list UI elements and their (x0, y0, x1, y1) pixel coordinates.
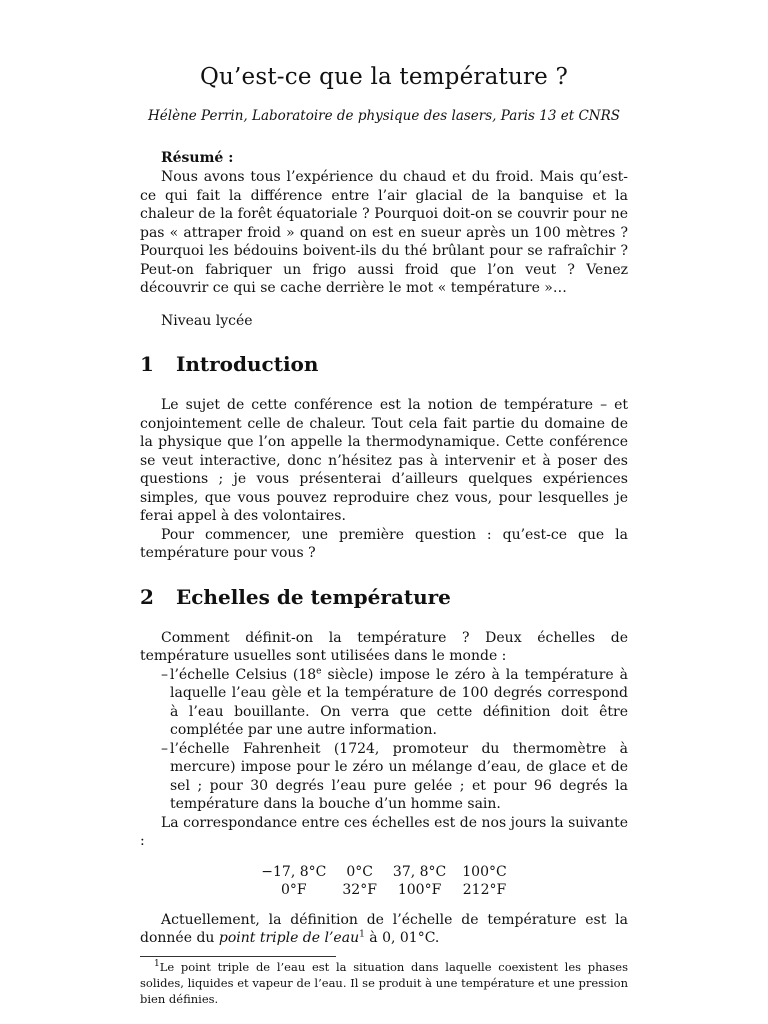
dash-bullet: – (161, 666, 168, 683)
footnote-mark: 1 (359, 929, 365, 940)
body-paragraph: Pour commencer, une première question : qu’est-ce que la température pour vous ? (140, 526, 628, 561)
section-number: 1 (140, 352, 154, 376)
table-cell: 100°F (397, 881, 442, 898)
footnote-text: Le point triple de l’eau est la situation dans laquelle coexistent les phases solides, liquides et vapeur de l’eau. Il se produit à une température et une pression bien définies. (140, 959, 628, 1006)
level-note: Niveau lycée (161, 312, 253, 329)
table-cell: 0°F (281, 881, 307, 898)
section-heading-2 (140, 585, 628, 609)
table-cell: 37, 8°C (392, 863, 447, 880)
section-title: Echelles de température (176, 584, 451, 609)
body-paragraph: Le sujet de cette conférence est la notion de température – et conjointement celle de chaleur. Tout cela fait partie du domaine de la physique que l’on appelle la thermodynamique. Cette conférence se veut interactive, donc n’hésitez pas à intervenir et à poser des questions ; je vous présenterai d’ailleurs quelques expériences simples, que vous pouvez reproduire chez vous, pour lesquelles je ferai appel à des volontaires. (140, 397, 628, 524)
list-item: – l’échelle Celsius (18e siècle) impose le zéro à la température à laquelle l’eau gèle et la température de 100 degrés correspond à l’eau bouillante. On verra que cette définition doit être complétée par une autre information. (161, 665, 628, 738)
table-cell: 0°C (346, 863, 373, 880)
body-paragraph: La correspondance entre ces échelles est de nos jours la suivante : (140, 814, 628, 849)
scale-list (140, 666, 628, 814)
table-cell: −17, 8°C (261, 863, 327, 880)
section-title: Introduction (176, 352, 319, 376)
table-cell: 100°C (462, 863, 507, 880)
body-paragraph: Actuellement, la définition de l’échelle de température est la donnée du point triple de l’eau$^1$ à 0, 01°C. (140, 911, 628, 946)
body-paragraph: Comment définit-on la température ? Deux échelles de température usuelles sont utilisées dans le monde : (140, 629, 628, 664)
correspondence-table (253, 863, 514, 899)
footnote (140, 959, 628, 1007)
table-row-fahrenheit (253, 881, 514, 899)
abstract-text: Nous avons tous l’expérience du chaud et du froid. Mais qu’est-ce qui fait la différence entre l’air glacial de la banquise et la chaleur de la forêt équatoriale ? Pourquoi doit-on se couvrir pour ne pas « attraper froid » quand on est en sueur après un 100 mètres ? Pourquoi les bédouins boivent-ils du thé brûlant pour se rafraîchir ? Peut-on fabriquer un frigo aussi froid que l’on veut ? Venez découvrir ce qui se cache derrière le mot « température »… (140, 169, 628, 296)
dash-bullet: – (161, 740, 168, 757)
abstract-heading: Résumé : (161, 150, 234, 166)
italic-term: point triple de l’eau (218, 930, 360, 946)
table-cell: 212°F (462, 881, 507, 898)
table-cell: 32°F (342, 881, 377, 898)
footnote-rule (140, 956, 336, 957)
paper-title: Qu’est-ce que la température ? (199, 64, 569, 90)
author-line: Hélène Perrin, Laboratoire de physique des lasers, Paris 13 et CNRS (148, 108, 620, 124)
list-item: – l’échelle Fahrenheit (1724, promoteur du thermomètre à mercure) impose pour le zéro un mélange d’eau, de glace et de sel ; pour 30 degrés l’eau pure gelée ; et pour 96 degrés la température dans la bouche d’un homme sain. (161, 740, 628, 812)
paper-page (140, 60, 628, 1007)
table-row-celsius (253, 863, 514, 881)
footnote-number: 1 (154, 958, 160, 969)
section-number: 2 (140, 584, 154, 609)
section-heading-1 (140, 352, 628, 376)
abstract (140, 148, 628, 330)
